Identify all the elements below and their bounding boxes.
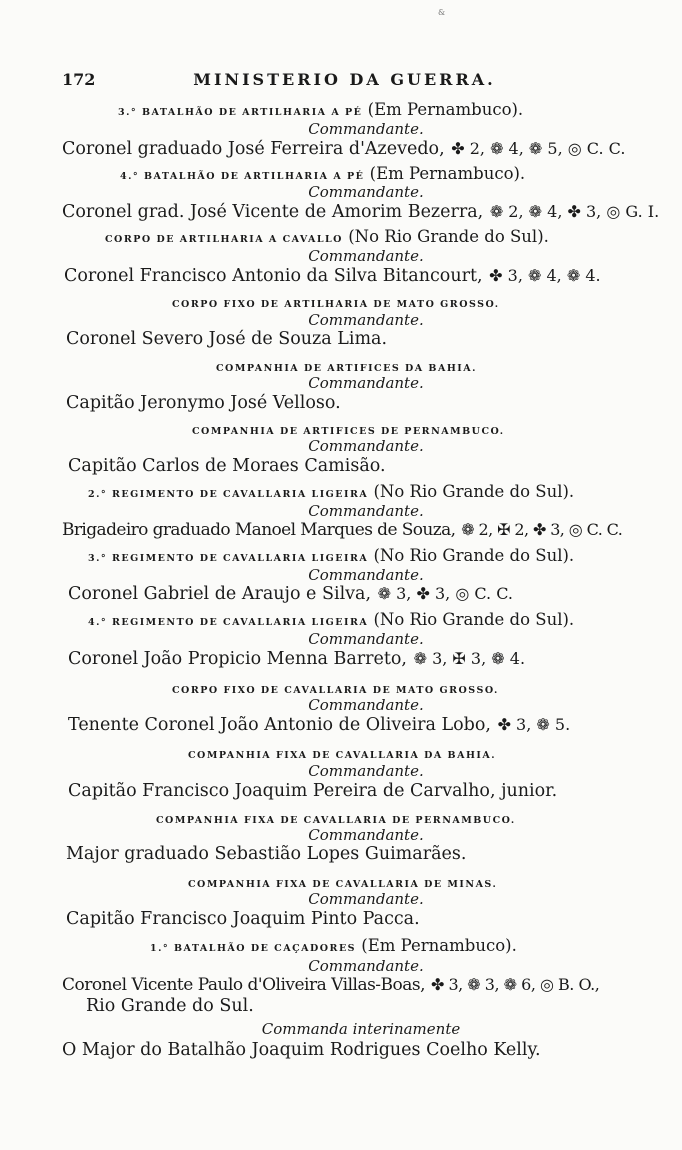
- officer-line-continuation: Rio Grande do Sul.: [86, 996, 254, 1016]
- unit-heading: 4.° REGIMENTO DE CAVALLARIA LIGEIRA (No Rio Grande do Sul).: [88, 610, 575, 629]
- role-label: Commandante.: [308, 566, 424, 584]
- insignia-list: ✤ 2, ❁ 4, ❁ 5, ◎ C. C.: [451, 139, 626, 158]
- unit-heading: 3.° REGIMENTO DE CAVALLARIA LIGEIRA (No Rio Grande do Sul).: [88, 546, 575, 565]
- officer-line: Coronel Francisco Antonio da Silva Bitancourt, ✤ 3, ❁ 4, ❁ 4.: [64, 266, 601, 286]
- unit-heading: COMPANHIA FIXA DE CAVALLARIA DA BAHIA.: [188, 750, 497, 761]
- unit-heading: COMPANHIA DE ARTIFICES DE PERNAMBUCO.: [192, 426, 505, 437]
- officer-line: Coronel Gabriel de Araujo e Silva, ❁ 3, ✤ 3, ◎ C. C.: [68, 584, 513, 604]
- insignia-list: ❁ 2, ✠ 2, ✤ 3, ◎ C. C.: [461, 520, 623, 539]
- unit-heading: COMPANHIA DE ARTIFICES DA BAHIA.: [216, 363, 477, 374]
- unit-heading: COMPANHIA FIXA DE CAVALLARIA DE MINAS.: [188, 879, 498, 890]
- role-label: Commandante.: [308, 890, 424, 908]
- role-label: Commandante.: [308, 183, 424, 201]
- page-header: [62, 70, 627, 90]
- officer-line: Tenente Coronel João Antonio de Oliveira Lobo, ✤ 3, ❁ 5.: [68, 715, 571, 735]
- page-number: 172: [62, 70, 96, 89]
- unit-heading: 3.° BATALHÃO DE ARTILHARIA A PÉ (Em Pernambuco).: [118, 100, 524, 119]
- page-mark: &: [438, 8, 446, 17]
- officer-line: Capitão Carlos de Moraes Camisão.: [68, 456, 386, 476]
- insignia-list: ❁ 3, ✤ 3, ◎ C. C.: [377, 584, 513, 603]
- role-label: Commandante.: [308, 696, 424, 714]
- unit-heading: CORPO FIXO DE ARTILHARIA DE MATO GROSSO.: [172, 299, 500, 310]
- officer-line: Coronel Severo José de Souza Lima.: [66, 329, 388, 349]
- interim-officer-line: O Major do Batalhão Joaquim Rodrigues Coelho Kelly.: [62, 1040, 541, 1060]
- insignia-list: ✤ 3, ❁ 4, ❁ 4.: [489, 266, 601, 285]
- unit-heading: 1.° BATALHÃO DE CAÇADORES (Em Pernambuco).: [150, 936, 517, 955]
- insignia-list: ✤ 3, ❁ 3, ❁ 6, ◎ B. O.,: [430, 975, 600, 994]
- role-label: Commandante.: [308, 826, 424, 844]
- role-label: Commandante.: [308, 957, 424, 975]
- running-head: MINISTERIO DA GUERRA.: [193, 70, 496, 89]
- officer-line: Capitão Francisco Joaquim Pinto Pacca.: [66, 909, 420, 929]
- officer-line: Brigadeiro graduado Manoel Marques de Souza, ❁ 2, ✠ 2, ✤ 3, ◎ C. C.: [62, 520, 623, 540]
- insignia-list: ❁ 3, ✠ 3, ❁ 4.: [413, 649, 526, 668]
- officer-line: Capitão Jeronymo José Velloso.: [66, 393, 341, 413]
- officer-line: Coronel graduado José Ferreira d'Azevedo, ✤ 2, ❁ 4, ❁ 5, ◎ C. C.: [62, 139, 626, 159]
- officer-line: Major graduado Sebastião Lopes Guimarães.: [66, 844, 467, 864]
- officer-line: Coronel Vicente Paulo d'Oliveira Villas-Boas, ✤ 3, ❁ 3, ❁ 6, ◎ B. O.,: [62, 975, 600, 995]
- unit-heading: CORPO FIXO DE CAVALLARIA DE MATO GROSSO.: [172, 685, 499, 696]
- unit-heading: COMPANHIA FIXA DE CAVALLARIA DE PERNAMBUCO.: [156, 815, 516, 826]
- role-label: Commandante.: [308, 120, 424, 138]
- role-label: Commandante.: [308, 247, 424, 265]
- unit-heading: 4.° BATALHÃO DE ARTILHARIA A PÉ (Em Pernambuco).: [120, 164, 526, 183]
- insignia-list: ❁ 2, ❁ 4, ✤ 3, ◎ G. I.: [489, 202, 660, 221]
- insignia-list: ✤ 3, ❁ 5.: [497, 715, 571, 734]
- officer-line: Coronel João Propicio Menna Barreto, ❁ 3, ✠ 3, ❁ 4.: [68, 649, 526, 669]
- role-label: Commandante.: [308, 437, 424, 455]
- unit-heading: 2.° REGIMENTO DE CAVALLARIA LIGEIRA (No Rio Grande do Sul).: [88, 482, 575, 501]
- unit-heading: CORPO DE ARTILHARIA A CAVALLO (No Rio Grande do Sul).: [105, 227, 549, 246]
- interim-role-label: Commanda interinamente: [261, 1020, 461, 1038]
- role-label: Commandante.: [308, 630, 424, 648]
- role-label: Commandante.: [308, 502, 424, 520]
- role-label: Commandante.: [308, 762, 424, 780]
- role-label: Commandante.: [308, 374, 424, 392]
- officer-line: Coronel grad. José Vicente de Amorim Bezerra, ❁ 2, ❁ 4, ✤ 3, ◎ G. I.: [62, 202, 660, 222]
- role-label: Commandante.: [308, 311, 424, 329]
- officer-line: Capitão Francisco Joaquim Pereira de Carvalho, junior.: [68, 781, 558, 801]
